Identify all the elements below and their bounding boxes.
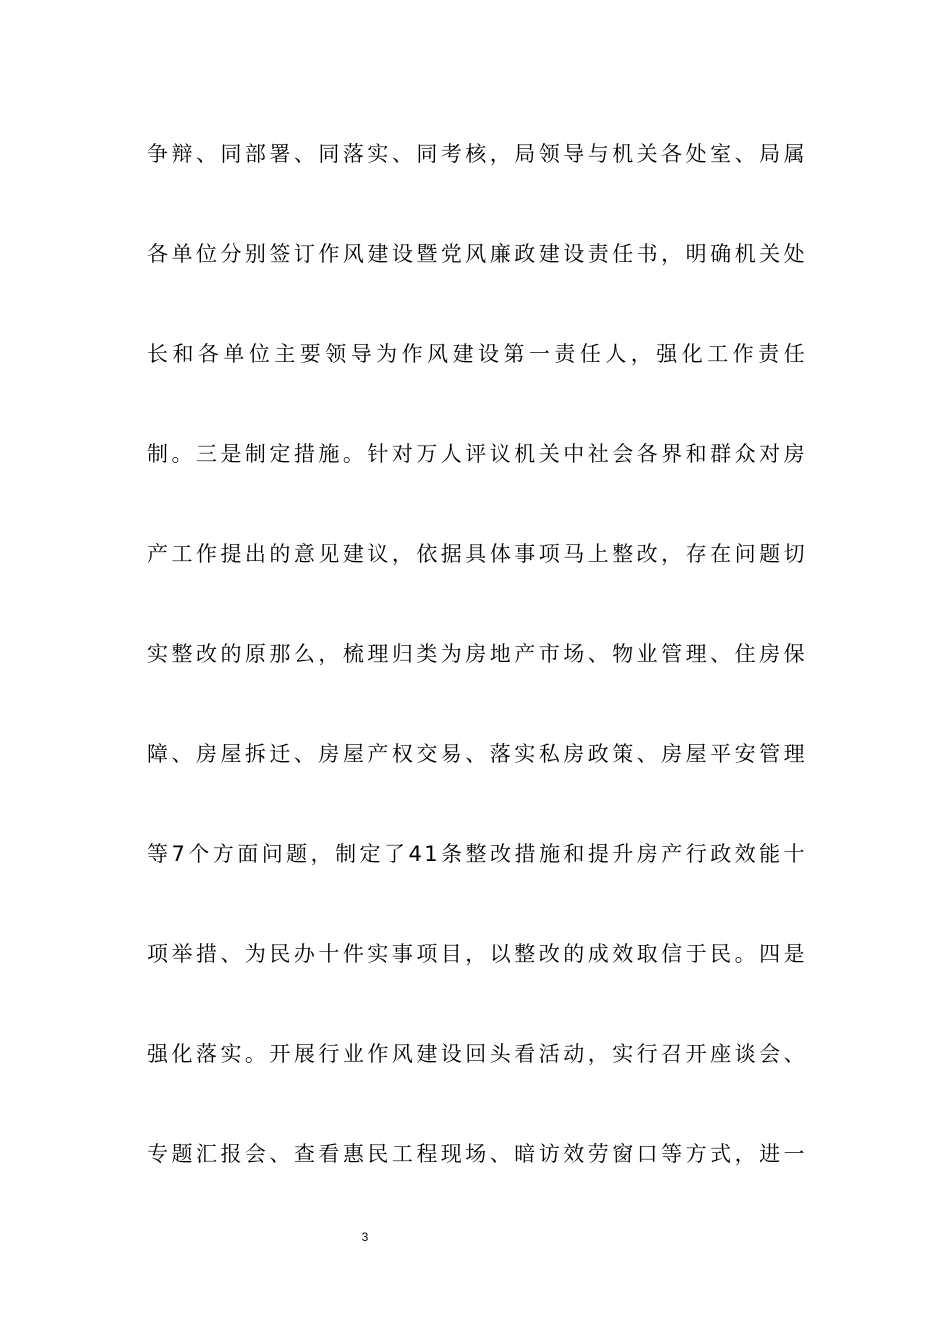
text-line: 长和各单位主要领导为作风建设第一责任人，强化工作责任 <box>147 342 807 366</box>
text-line: 产工作提出的意见建议，依据具体事项马上整改，存在问题切 <box>147 542 807 566</box>
text-line: 强化落实。开展行业作风建设回头看活动，实行召开座谈会、 <box>147 1042 807 1066</box>
text-line: 专题汇报会、查看惠民工程现场、暗访效劳窗口等方式，进一 <box>147 1142 807 1166</box>
text-line: 实整改的原那么，梳理归类为房地产市场、物业管理、住房保 <box>147 642 807 666</box>
text-line: 制。三是制定措施。针对万人评议机关中社会各界和群众对房 <box>147 442 807 466</box>
body-text <box>147 129 807 1229</box>
text-line: 争辩、同部署、同落实、同考核，局领导与机关各处室、局属 <box>147 142 807 166</box>
text-line: 各单位分别签订作风建设暨党风廉政建设责任书，明确机关处 <box>147 242 807 266</box>
page-number: 3 <box>361 1230 369 1244</box>
text-line: 等7个方面问题，制定了41条整改措施和提升房产行政效能十 <box>147 842 807 866</box>
text-line: 项举措、为民办十件实事项目，以整改的成效取信于民。四是 <box>147 942 807 966</box>
text-line: 障、房屋拆迁、房屋产权交易、落实私房政策、房屋平安管理 <box>147 742 807 766</box>
